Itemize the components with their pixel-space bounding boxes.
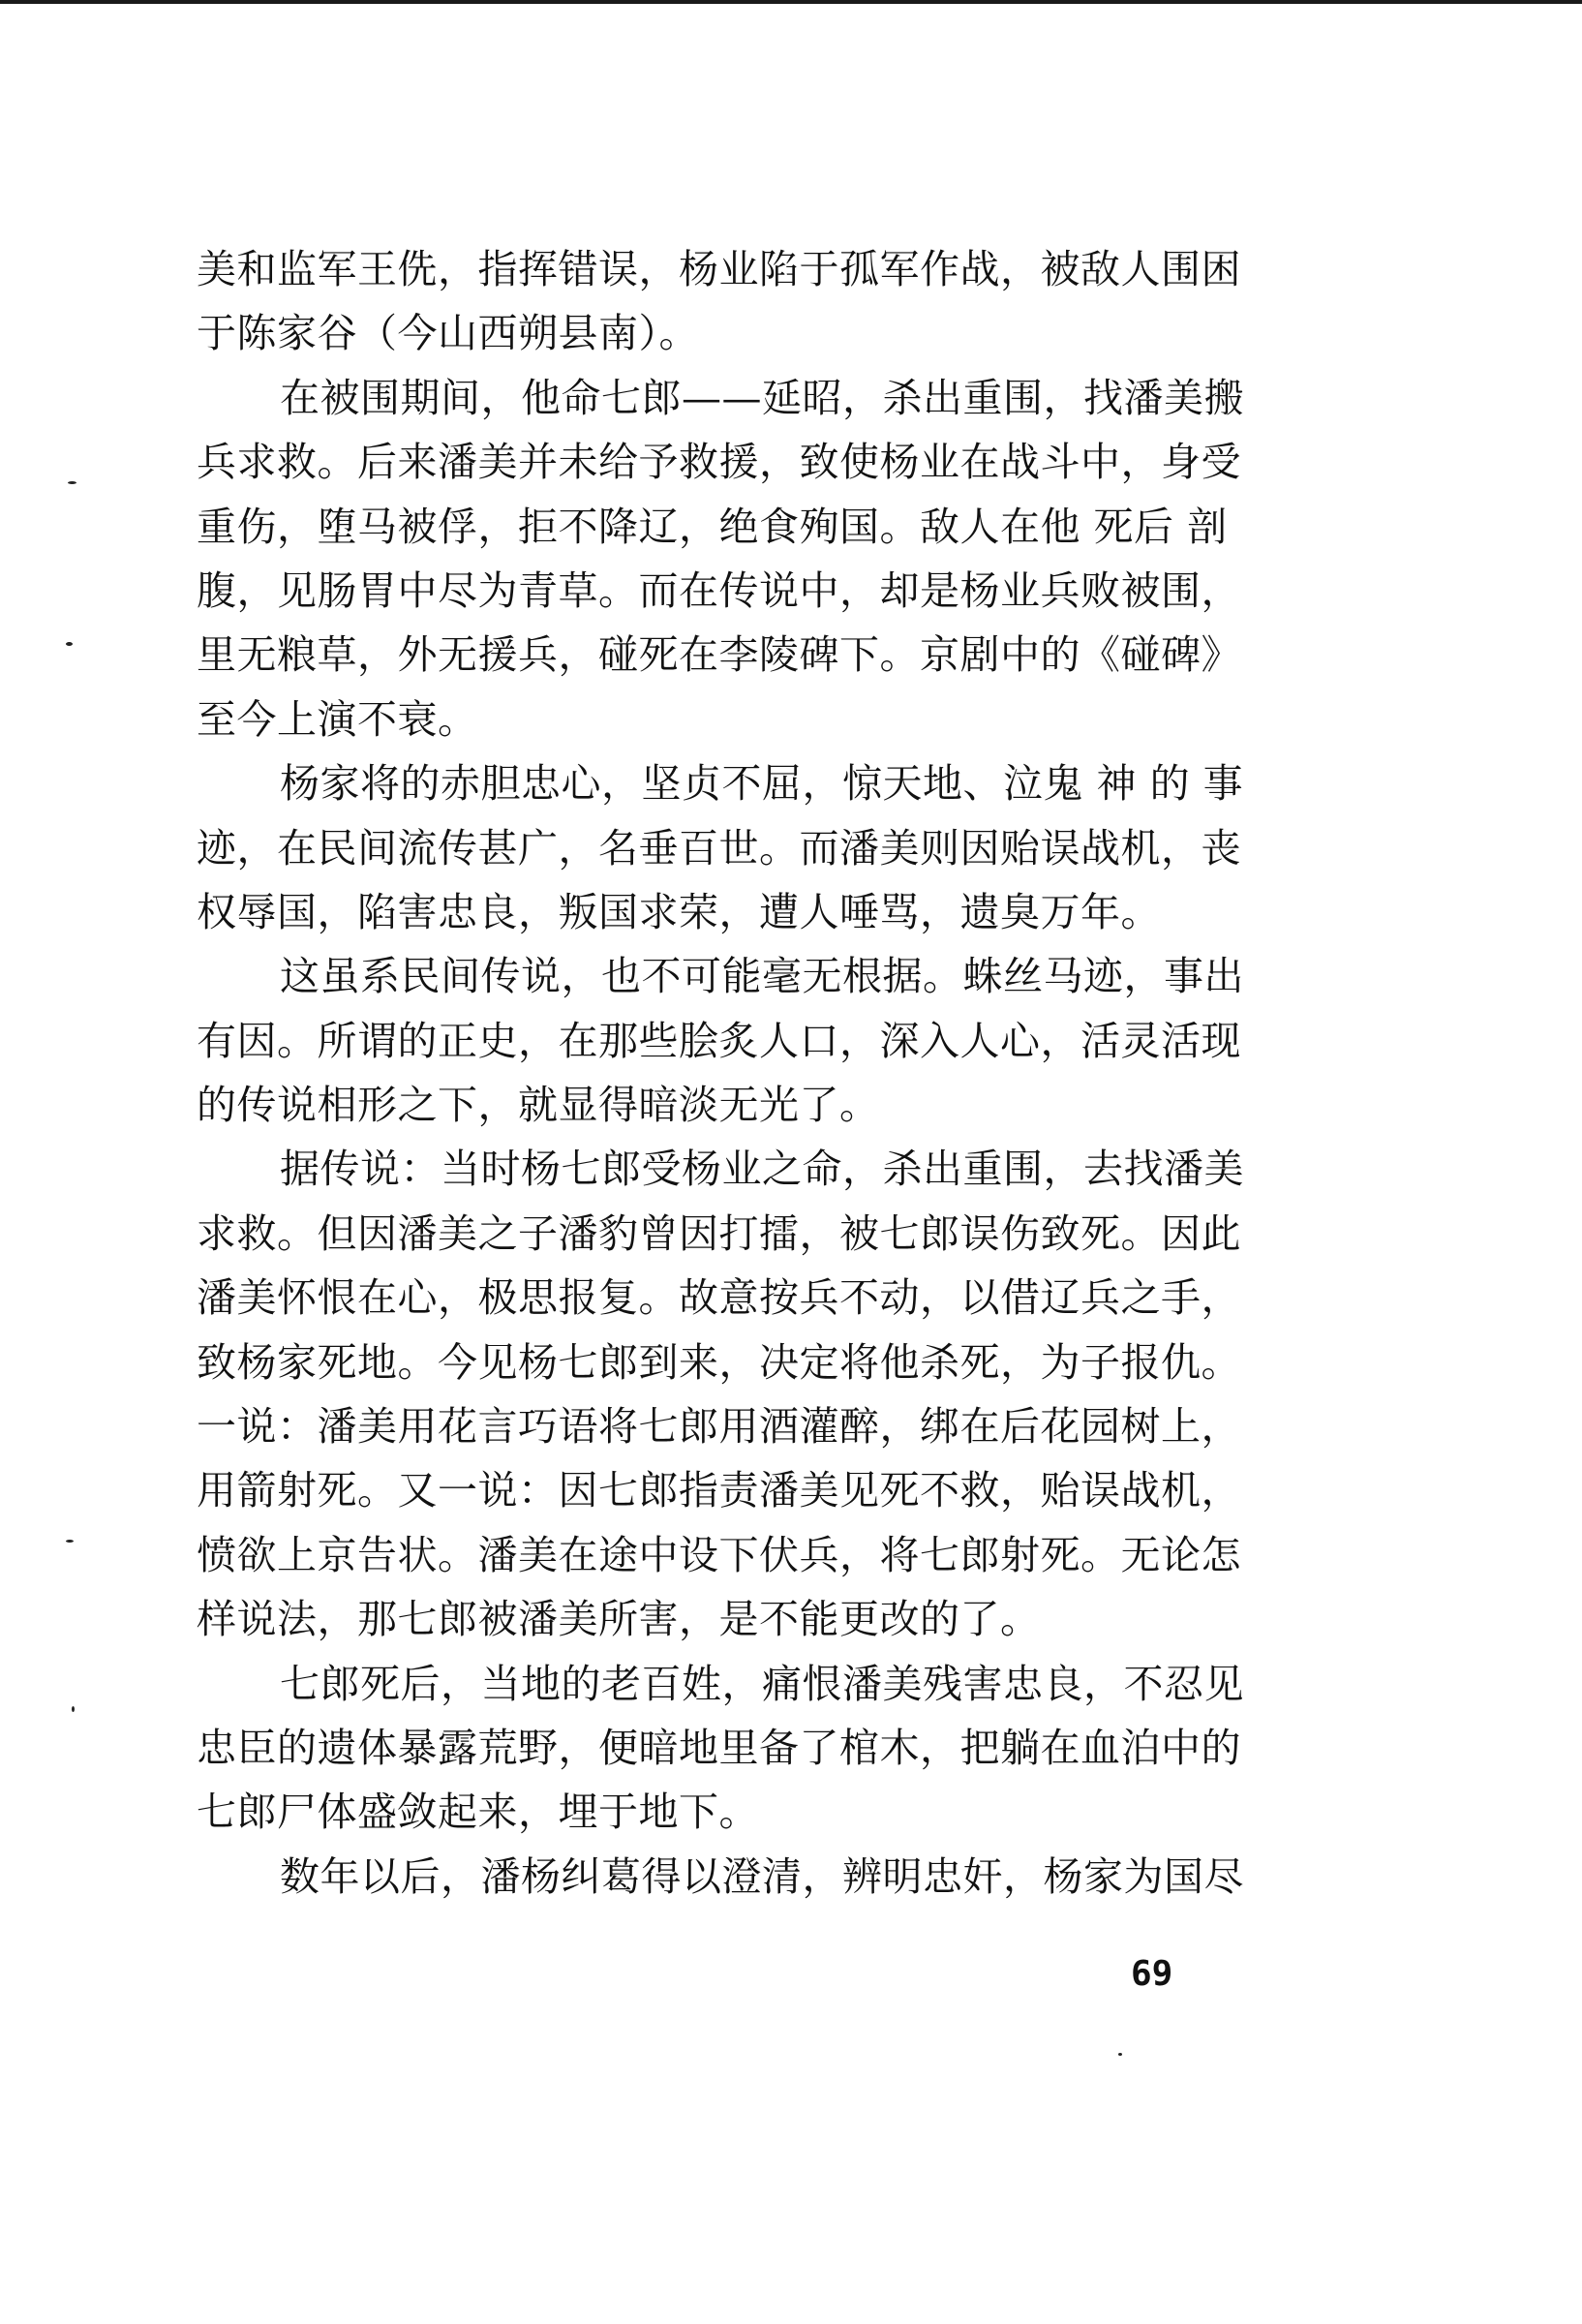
text-line: 这虽系民间传说，也不可能毫无根据。蛛丝马迹，事出 (280, 953, 1244, 1000)
text-line: 忠臣的遗体暴露荒野，便暗地里备了棺木，把躺在血泊中的 (197, 1724, 1241, 1771)
page-body-text (197, 237, 1286, 1909)
text-line: 数年以后，潘杨纠葛得以澄清，辨明忠奸，杨家为国尽 (280, 1852, 1244, 1900)
text-line: 里无粮草，外无援兵，碰死在李陵碑下。京剧中的《碰碑》 (197, 631, 1241, 679)
text-line: 腹，见肠胃中尽为青草。而在传说中，却是杨业兵败被围， (197, 566, 1241, 614)
text-line: 至今上演不衰。 (197, 695, 478, 743)
text-line: 样说法，那七郎被潘美所害，是不能更改的了。 (197, 1596, 1041, 1643)
text-line: 的传说相形之下，就显得暗淡无光了。 (197, 1082, 880, 1129)
text-line: 于陈家谷（今山西朔县南）。 (197, 310, 699, 357)
scan-speck (66, 1540, 74, 1543)
page-number: 69 (1131, 1954, 1173, 1994)
text-line: 据传说：当时杨七郎受杨业之命，杀出重围，去找潘美 (280, 1146, 1244, 1193)
scan-speck (68, 481, 76, 484)
scan-speck (1118, 2053, 1122, 2056)
text-line: 愤欲上京告状。潘美在途中设下伏兵，将七郎射死。无论怎 (197, 1531, 1241, 1578)
text-line: 致杨家死地。今见杨七郎到来，决定将他杀死，为子报仇。 (197, 1338, 1241, 1386)
text-line: 一说：潘美用花言巧语将七郎用酒灌醉，绑在后花园树上， (197, 1403, 1241, 1451)
text-line: 求救。但因潘美之子潘豹曾因打擂，被七郎误伤致死。因此 (197, 1209, 1241, 1257)
text-line: 潘美怀恨在心，极思报复。故意按兵不动，以借辽兵之手， (197, 1274, 1241, 1322)
scan-top-border (0, 0, 1582, 4)
text-line: 有因。所谓的正史，在那些脍炙人口，深入人心，活灵活现 (197, 1017, 1241, 1064)
text-line: 在被围期间，他命七郎——延昭，杀出重围，找潘美搬 (280, 374, 1244, 421)
scan-speck (72, 1706, 75, 1712)
text-line: 七郎死后，当地的老百姓，痛恨潘美残害忠良，不忍见 (280, 1660, 1244, 1707)
text-line: 迹，在民间流传甚广，名垂百世。而潘美则因贻误战机，丧 (197, 824, 1241, 872)
text-line: 七郎尸体盛敛起来，埋于地下。 (197, 1789, 759, 1836)
text-line: 杨家将的赤胆忠心，坚贞不屈，惊天地、泣鬼 神 的 事 (280, 760, 1244, 808)
text-line: 用箭射死。又一说：因七郎指责潘美见死不救，贻误战机， (197, 1467, 1241, 1514)
scan-speck (66, 642, 73, 646)
text-line: 兵求救。后来潘美并未给予救援，致使杨业在战斗中，身受 (197, 439, 1241, 486)
text-line: 美和监军王侁，指挥错误，杨业陷于孤军作战，被敌人围困 (197, 246, 1241, 292)
text-line: 重伤，堕马被俘，拒不降辽，绝食殉国。敌人在他 死后 剖 (197, 503, 1228, 550)
text-line: 权辱国，陷害忠良，叛国求荣，遭人唾骂，遗臭万年。 (197, 888, 1161, 935)
